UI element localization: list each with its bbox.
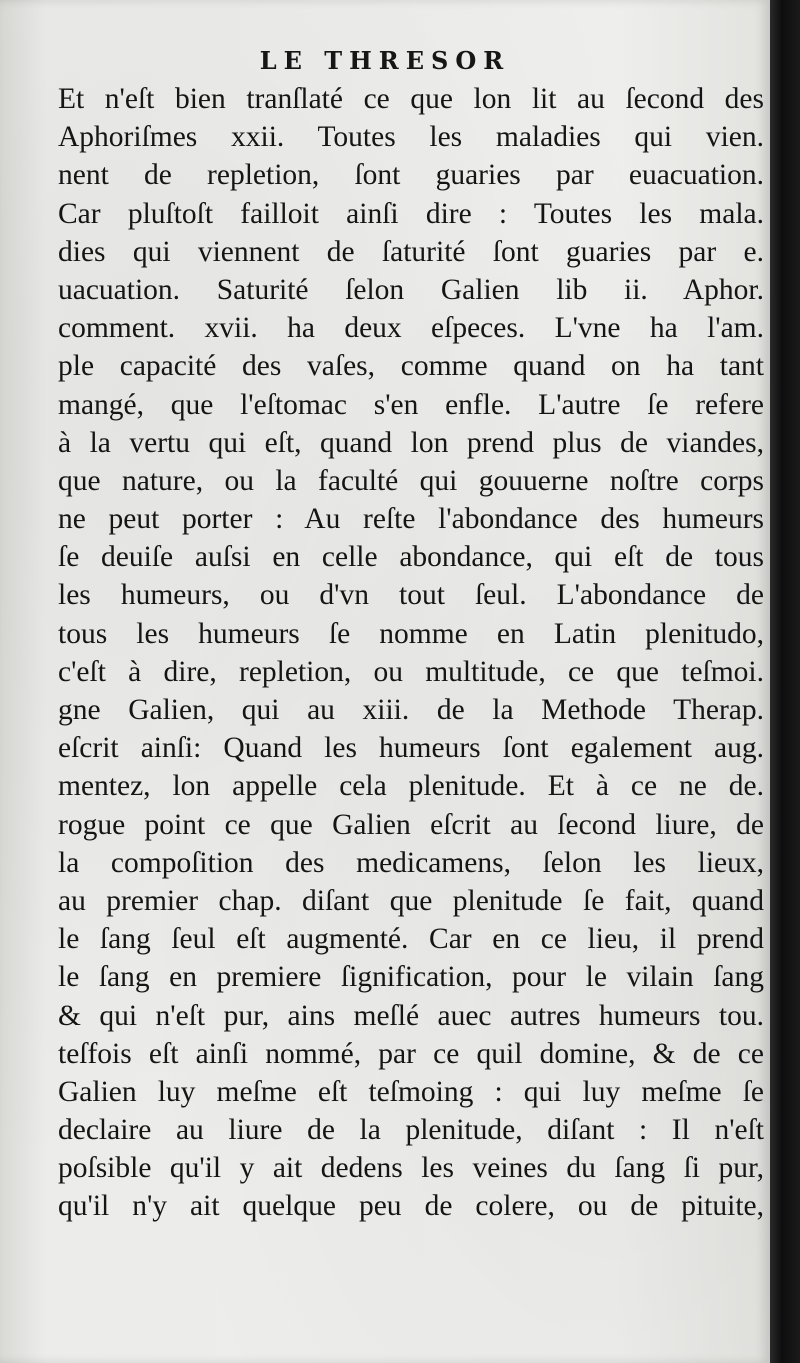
text-line: poſsible qu'il y ait dedens les veines du ſang ſi pur,: [58, 1152, 764, 1185]
text-line: & qui n'eſt pur, ains meſlé auec autres humeurs tou.: [58, 999, 764, 1032]
text-line: tous les humeurs ſe nomme en Latin plenitudo,: [58, 617, 764, 650]
text-line: comment. xvii. ha deux eſpeces. L'vne ha l'am.: [58, 312, 764, 345]
text-line: declaire au liure de la plenitude, diſant : Il n'eſt: [58, 1114, 764, 1147]
text-line: à la vertu qui eſt, quand lon prend plus de viandes,: [58, 426, 764, 459]
text-line: c'eſt à dire, repletion, ou multitude, ce que teſmoi.: [58, 655, 764, 688]
text-line: Aphoriſmes xxii. Toutes les maladies qui vien.: [58, 121, 764, 154]
text-line: eſcrit ainſi: Quand les humeurs ſont egalement aug.: [58, 732, 764, 765]
text-line: nent de repletion, ſont guaries par euacuation.: [58, 159, 764, 192]
text-line: Et n'eſt bien tranſlaté ce que lon lit au ſecond des: [58, 83, 764, 115]
text-line: ſe deuiſe auſsi en celle abondance, qui eſt de tous: [58, 541, 764, 574]
text-line: la compoſition des medicamens, ſelon les lieux,: [58, 846, 764, 879]
body-text: [58, 80, 764, 1226]
text-line: que nature, ou la faculté qui gouuerne noſtre corps: [58, 464, 764, 497]
text-line: Car pluſtoſt failloit ainſi dire : Toutes les mala.: [58, 197, 764, 230]
text-line: teſfois eſt ainſi nommé, par ce quil domine, & de ce: [58, 1037, 764, 1070]
text-line: dies qui viennent de ſaturité ſont guaries par e.: [58, 235, 764, 268]
text-line: rogue point ce que Galien eſcrit au ſecond liure, de: [58, 808, 764, 841]
text-line: mangé, que l'eſtomac s'en enfle. L'autre ſe refere: [58, 388, 764, 421]
text-line: gne Galien, qui au xiii. de la Methode Therap.: [58, 694, 764, 726]
text-line: uacuation. Saturité ſelon Galien lib ii. Aphor.: [58, 273, 764, 306]
text-line: ple capacité des vaſes, comme quand on ha tant: [58, 350, 764, 383]
text-line: le ſang en premiere ſignification, pour le vilain ſang: [58, 961, 764, 994]
text-line: mentez, lon appelle cela plenitude. Et à ce ne de.: [58, 770, 764, 803]
text-line: Galien luy meſme eſt teſmoing : qui luy meſme ſe: [58, 1075, 764, 1108]
text-line: au premier chap. diſant que plenitude ſe fait, quand: [58, 884, 764, 917]
text-line: ne peut porter : Au reſte l'abondance des humeurs: [58, 503, 764, 536]
text-line: le ſang ſeul eſt augmenté. Car en ce lieu, il prend: [58, 923, 764, 956]
text-line: les humeurs, ou d'vn tout ſeul. L'abondance de: [58, 579, 764, 612]
running-head: LE THRESOR: [259, 46, 511, 75]
page-edge-shadow: [770, 0, 800, 1363]
text-line: qu'il n'y ait quelque peu de colere, ou de pituite,: [58, 1190, 764, 1223]
